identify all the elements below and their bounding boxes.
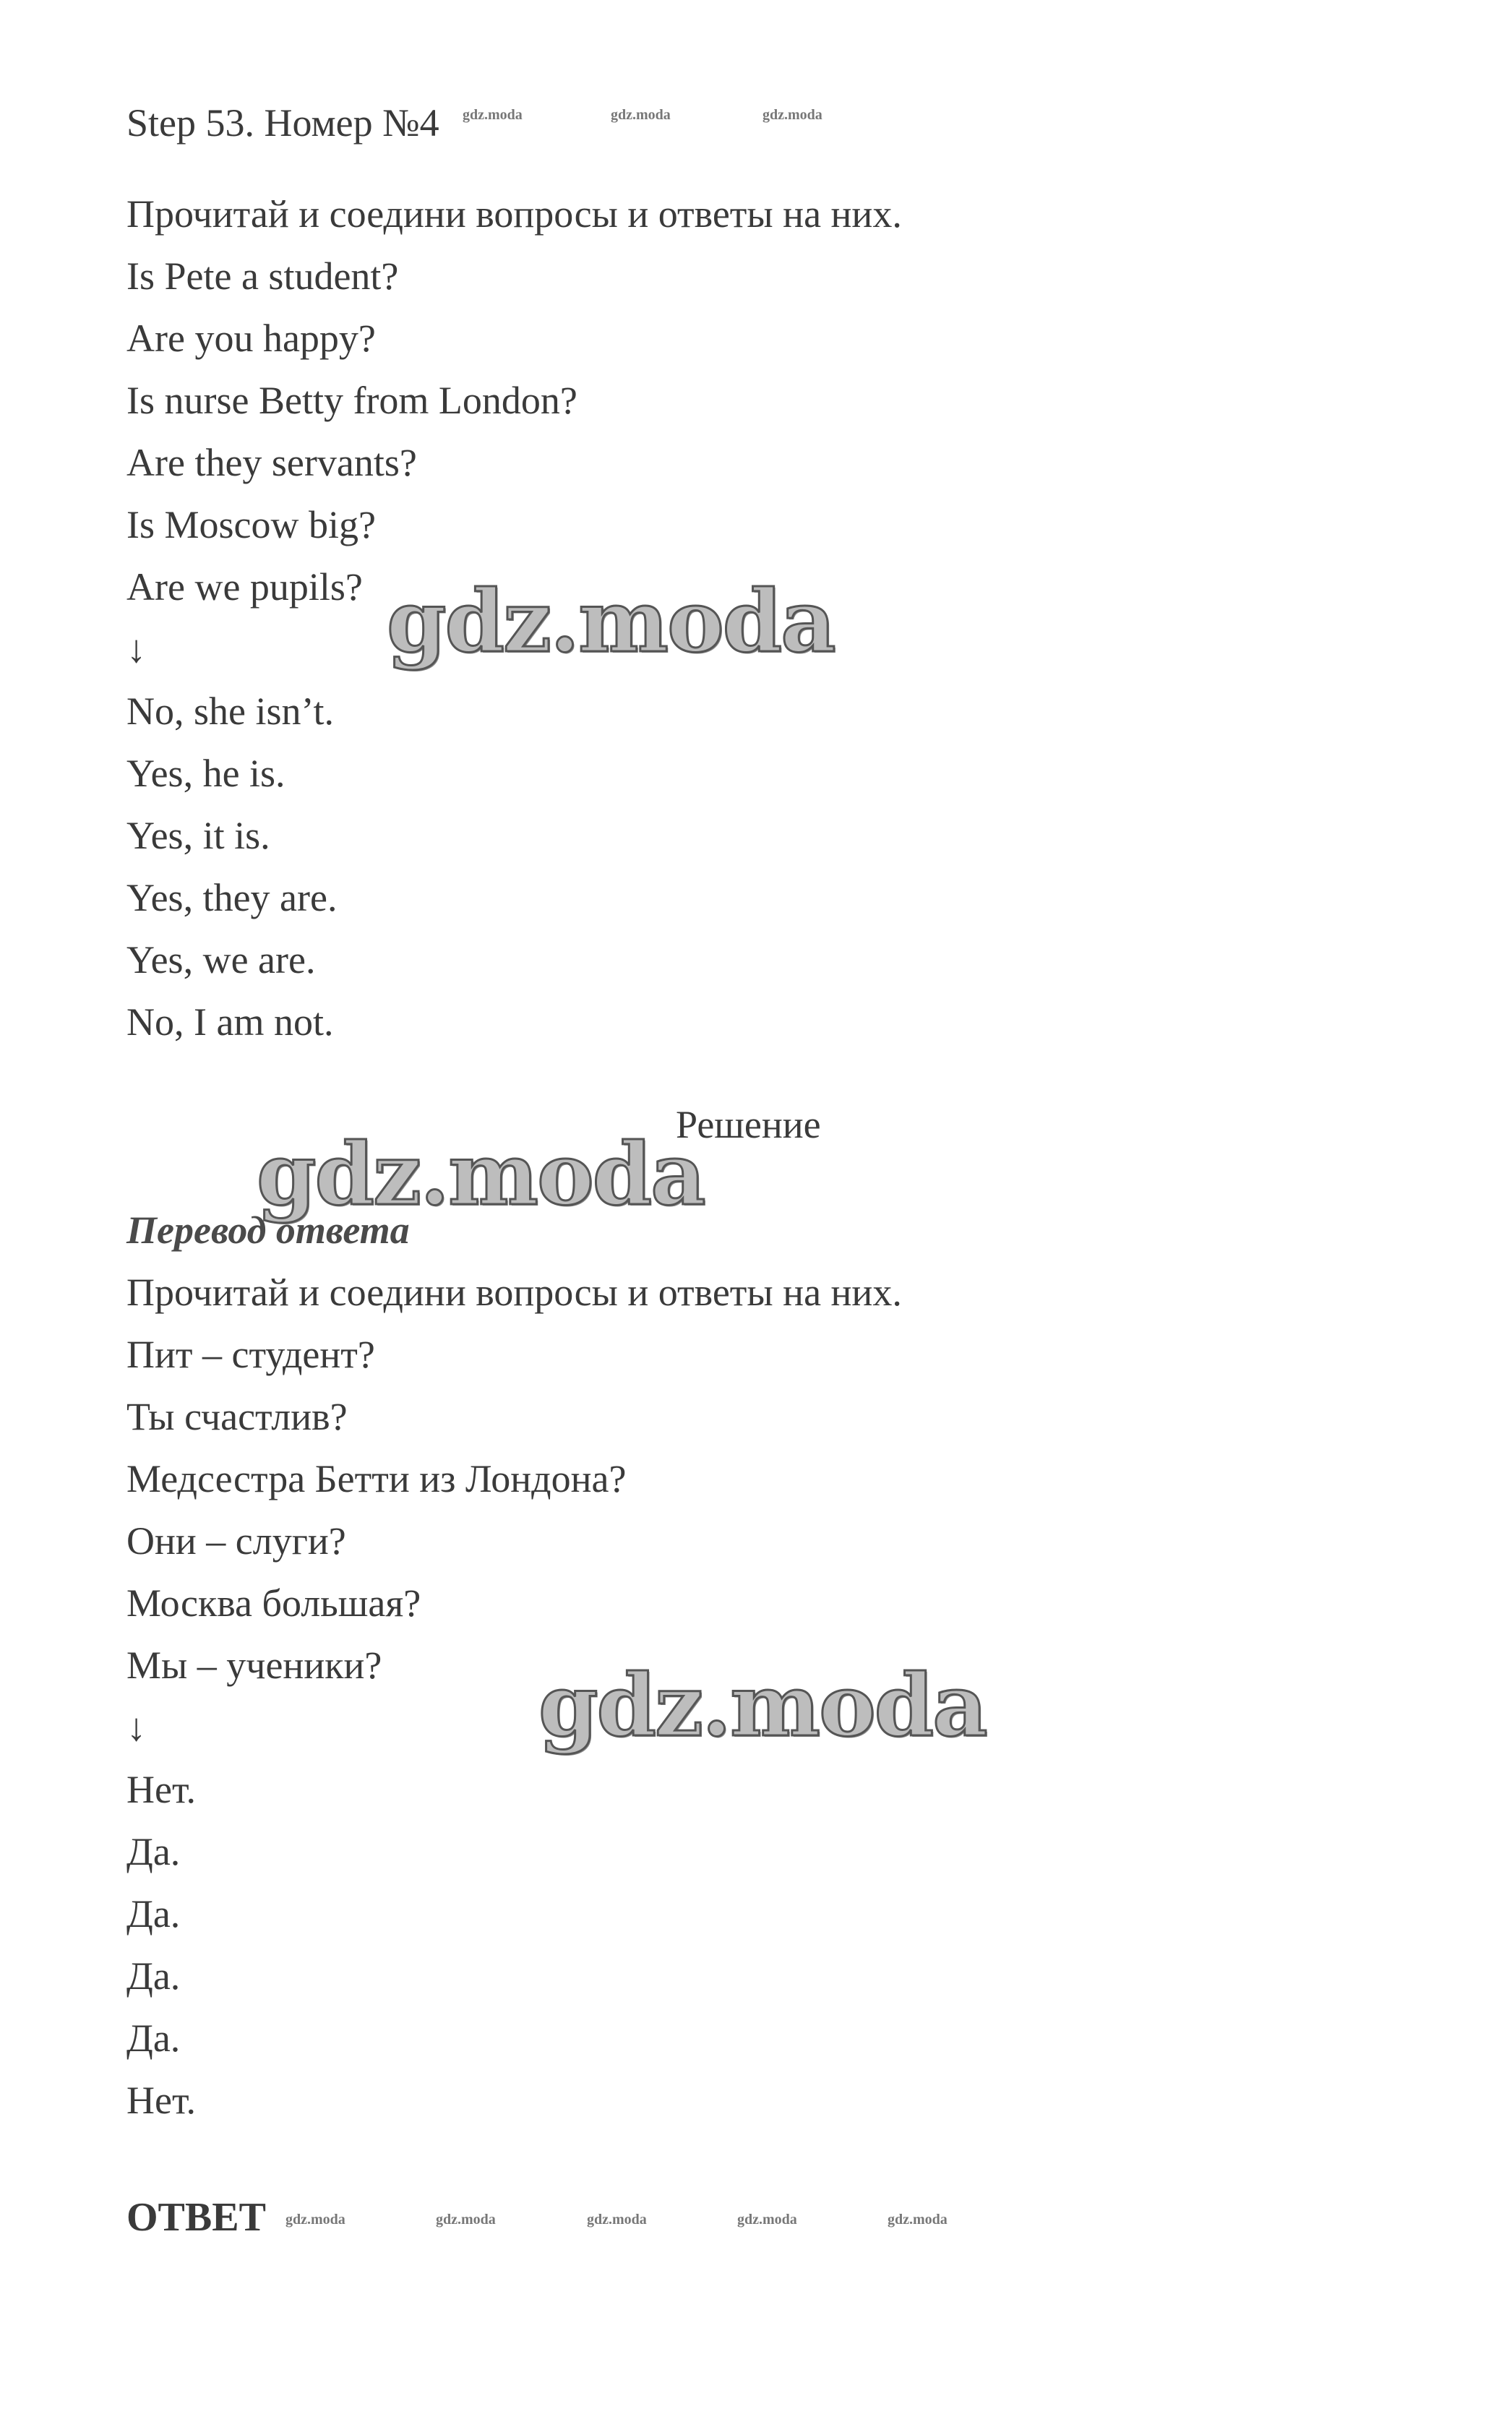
answer-line: Yes, we are. bbox=[126, 938, 316, 982]
watermark-large: gdz.moda bbox=[257, 1124, 705, 1224]
watermark-small: gdz.moda bbox=[888, 2212, 948, 2228]
translation-question: Ты счастлив? bbox=[126, 1395, 348, 1438]
watermark-small: gdz.moda bbox=[285, 2212, 345, 2228]
question-line: Are we pupils? bbox=[126, 565, 363, 609]
translation-instruction: Прочитай и соедини вопросы и ответы на них. bbox=[126, 1271, 902, 1314]
question-line: Are they servants? bbox=[126, 441, 417, 484]
translation-answer: Нет. bbox=[126, 2079, 197, 2122]
answer-line: Yes, he is. bbox=[126, 752, 285, 795]
translation-question: Они – слуги? bbox=[126, 1519, 346, 1563]
translation-heading: Перевод ответа bbox=[126, 1208, 410, 1252]
down-arrow-icon: ↓ bbox=[126, 1706, 146, 1749]
translation-answer: Да. bbox=[126, 1830, 181, 1873]
answer-line: No, I am not. bbox=[126, 1000, 334, 1044]
answer-line: No, she isn’t. bbox=[126, 690, 335, 733]
translation-question: Пит – студент? bbox=[126, 1333, 375, 1376]
translation-question: Медсестра Бетти из Лондона? bbox=[126, 1457, 627, 1500]
page-title: Step 53. Номер №4 bbox=[126, 101, 439, 145]
translation-answer: Да. bbox=[126, 2016, 181, 2060]
translation-question: Мы – ученики? bbox=[126, 1644, 382, 1687]
down-arrow-icon: ↓ bbox=[126, 627, 146, 671]
answer-line: Yes, they are. bbox=[126, 876, 338, 919]
watermark-large: gdz.moda bbox=[538, 1655, 987, 1756]
answer-line: Yes, it is. bbox=[126, 814, 270, 857]
watermark-small: gdz.moda bbox=[587, 2212, 647, 2228]
question-line: Are you happy? bbox=[126, 317, 376, 360]
translation-answer: Да. bbox=[126, 1892, 181, 1936]
watermark-small: gdz.moda bbox=[763, 107, 822, 123]
watermark-small: gdz.moda bbox=[611, 107, 671, 123]
translation-question: Москва большая? bbox=[126, 1581, 421, 1625]
watermark-small: gdz.moda bbox=[436, 2212, 496, 2228]
translation-answer: Нет. bbox=[126, 1768, 197, 1811]
watermark-small: gdz.moda bbox=[737, 2212, 797, 2228]
question-line: Is nurse Betty from London? bbox=[126, 379, 577, 422]
translation-answer: Да. bbox=[126, 1954, 181, 1998]
watermark-small: gdz.moda bbox=[463, 107, 523, 123]
question-line: Is Moscow big? bbox=[126, 503, 376, 546]
solution-label: Решение bbox=[676, 1103, 821, 1146]
watermark-large: gdz.moda bbox=[387, 571, 835, 671]
answer-footer-label: ОТВЕТ bbox=[126, 2195, 266, 2240]
question-line: Is Pete a student? bbox=[126, 254, 399, 298]
task-instruction: Прочитай и соедини вопросы и ответы на них. bbox=[126, 192, 902, 236]
